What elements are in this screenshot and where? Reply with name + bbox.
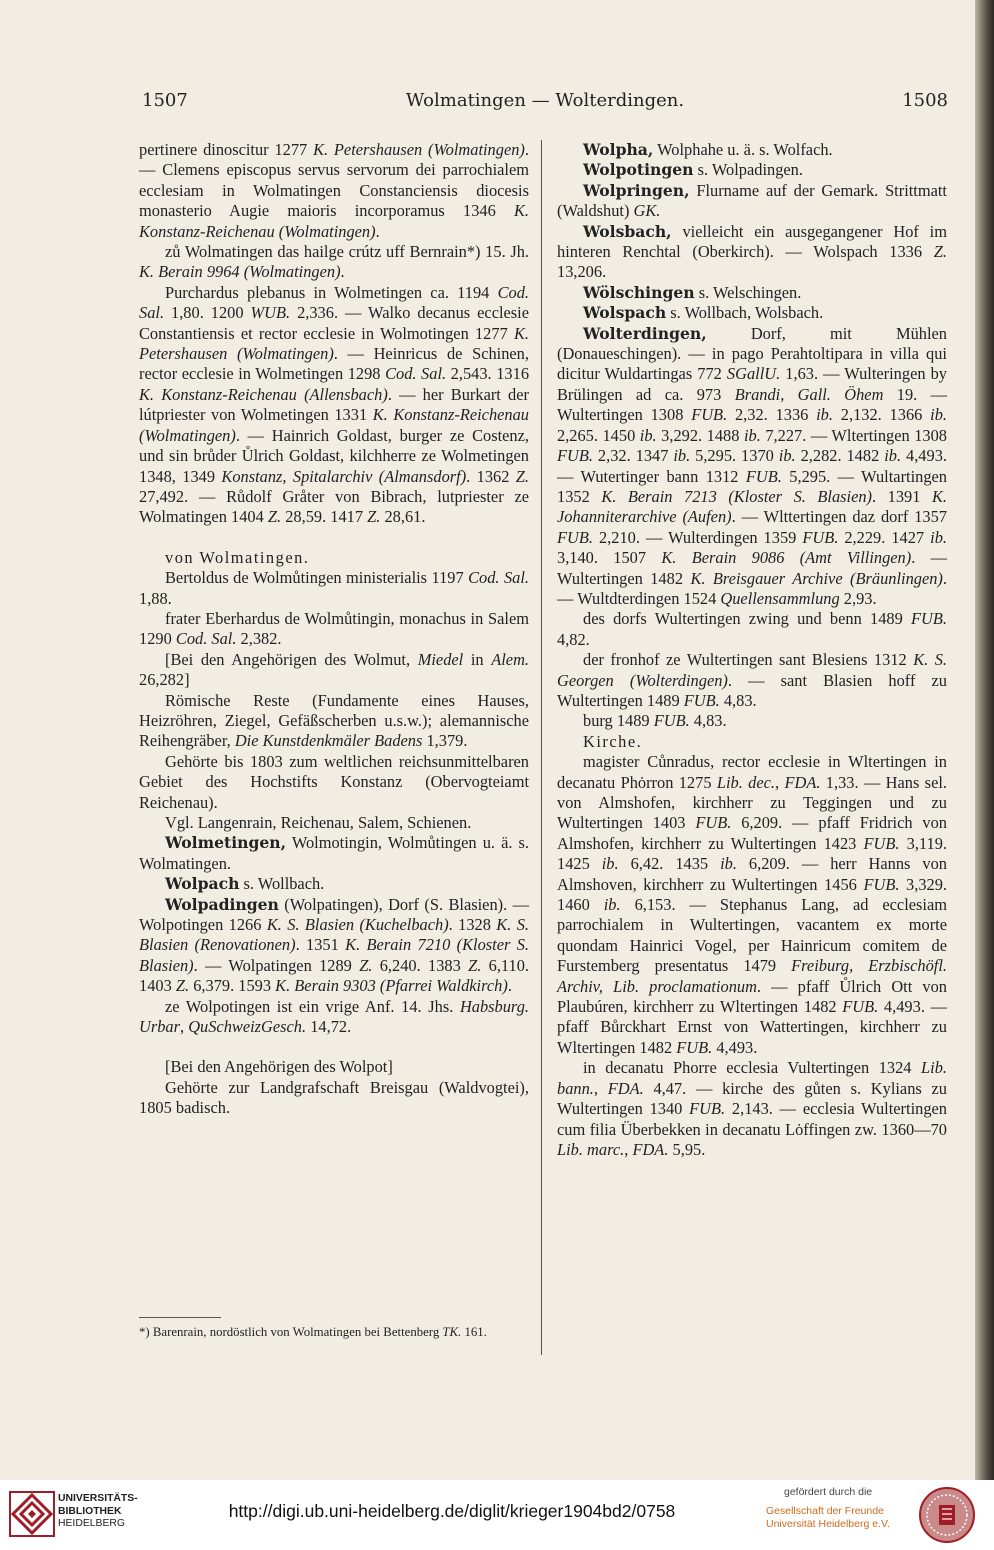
book-spine-shadow <box>975 0 994 1480</box>
library-name-line: UNIVERSITÄTS- <box>58 1493 138 1504</box>
running-header <box>142 90 948 116</box>
sponsor-credit <box>756 1486 901 1531</box>
entry-paragraph: in decanatu Phorre ecclesia Vultertingen 1324 Lib. bann., FDA. 4,47. — kirche des gůten s. Kylians zu Wultertingen 1340 FUB. 2,143. — ecclesia Wultertingen cum filia Überbekken in decanatu Lȯffingen zw. 1360—70 Lib. marc., FDA. 5,95. <box>557 1058 947 1159</box>
entry-paragraph: Purchardus plebanus in Wolmetingen ca. 1194 Cod. Sal. 1,80. 1200 WUB. 2,336. — Walko decanus ecclesie Constantiensis et rector ecclesie in Wolmotingen 1277 K. Petershausen (Wolmatingen). — Heinricus de Schinen, rector ecclesie in Wolmetingen 1298 Cod. Sal. 2,543. 1316 K. Konstanz-Reichenau (Allensbach). — her Burkart der lútpriester von Wolmetingen 1331 K. Konstanz-Reichenau (Wolmatingen). — Hainrich Goldast, burger ze Costenz, und sin brůder Ůlrich Goldast, kilchherre ze Wolmetingen 1348, 1349 Konstanz, Spitalarchiv (Almansdorf). 1362 Z. 27,492. — Růdolf Gråter von Bibrach, lutpriester ze Wolmatingen 1404 Z. 28,59. 1417 Z. 28,61. <box>139 282 530 527</box>
university-library-logo-icon <box>9 1491 55 1537</box>
headword-entry: Wolmetingen, Wolmotingin, Wolmůtingen u. ä. s. Wolmatingen. <box>139 833 529 873</box>
running-title: Wolmatingen — Wolterdingen. <box>405 90 685 111</box>
headword-entry: Wolpach s. Wollbach. <box>165 874 325 894</box>
entry-paragraph: Römische Reste (Fundamente eines Hauses, Heizröhren, Ziegel, Gefäßscherben u.s.w.); alemannische Reihengräber, Die Kunstdenkmäler Badens 1,379. <box>139 690 529 751</box>
section-heading: von Wolmatingen. <box>165 547 310 567</box>
entry-paragraph: [Bei den Angehörigen des Wolmut, Miedel in Alem. 26,282] <box>139 649 530 690</box>
entry-paragraph: ze Wolpotingen ist ein vrige Anf. 14. Jhs. Habsburg. Urbar, QuSchweizGesch. 14,72. <box>139 996 529 1037</box>
permalink-url[interactable]: http://digi.ub.uni-heidelberg.de/diglit/krieger1904bd2/0758 <box>228 1501 676 1521</box>
digitization-footer <box>0 1480 994 1550</box>
headword-entry: Wolterdingen, Dorf, mit Mühlen (Donaueschingen). — in pago Perahtoltipara in villa qui dicitur Wuldartingas 772 SGallU. 1,63. — Wulteringen by Brülingen ad ca. 973 Brandi, Gall. Öhem 19. — Wultertingen 1308 FUB. 2,32. 1336 ib. 2,132. 1366 ib. 2,265. 1450 ib. 3,292. 1488 ib. 7,227. — Wltertingen 1308 FUB. 2,32. 1347 ib. 5,295. 1370 ib. 2,282. 1482 ib. 4,493. — Wutertinger bann 1312 FUB. 5,295. — Wultartingen 1352 K. Berain 7213 (Kloster S. Blasien). 1391 K. Johanniterarchive (Aufen). — Wlttertingen daz dorf 1357 FUB. 2,210. — Wulterdingen 1359 FUB. 2,229. 1427 ib. 3,140. 1507 K. Berain 9086 (Amt Villingen). — Wultertingen 1482 K. Breisgauer Archive (Bräunlingen). — Wultdterdingen 1524 Quellensammlung 2,93. <box>557 323 948 608</box>
headword-entry: Wolpringen, Flurname auf der Gemark. Strittmatt (Waldshut) GK. <box>557 180 947 221</box>
page-number-right: 1508 <box>902 90 948 111</box>
headword-entry: Wolpotingen s. Wolpadingen. <box>583 160 803 180</box>
entry-paragraph: Vgl. Langenrain, Reichenau, Salem, Schienen. <box>165 813 472 832</box>
footnote: *) Barenrain, nordöstlich von Wolmatingen bei Bettenberg TK. 161. <box>139 1325 487 1339</box>
left-column <box>139 140 529 1119</box>
library-name-line: HEIDELBERG <box>58 1518 125 1529</box>
headword-entry: Wölschingen s. Welschingen. <box>583 282 802 302</box>
page-number-left: 1507 <box>142 90 188 111</box>
column-divider <box>541 140 542 1355</box>
entry-paragraph: der fronhof ze Wultertingen sant Blesiens 1312 K. S. Georgen (Wolterdingen). — sant Blasien hoff zu Wultertingen 1489 FUB. 4,83. <box>557 650 947 710</box>
headword-entry: Wolsbach, vielleicht ein ausgegangener Hof im hinteren Renchtal (Oberkirch). — Wolspach 1336 Z. 13,206. <box>557 221 947 282</box>
entry-paragraph: des dorfs Wultertingen zwing und benn 1489 FUB. 4,82. <box>557 609 947 649</box>
right-column <box>557 140 947 1160</box>
entry-paragraph: Gehörte bis 1803 zum weltlichen reichsunmittelbaren Gebiet des Hochstifts Konstanz (Obervogteiamt Reichenau). <box>139 751 529 812</box>
sponsor-line: Universität Heidelberg e.V. <box>766 1518 890 1530</box>
sponsor-line: gefördert durch die <box>784 1486 873 1498</box>
entry-paragraph: [Bei den Angehörigen des Wolpot] <box>165 1057 393 1077</box>
entry-paragraph: Gehörte zur Landgrafschaft Breisgau (Waldvogtei), 1805 badisch. <box>139 1077 529 1118</box>
section-heading: Kirche. <box>583 731 643 751</box>
entry-paragraph: magister Cůnradus, rector ecclesie in Wltertingen in decanatu Phȯrron 1275 Lib. dec., FDA. 1,33. — Hans sel. von Almshofen, kirchherr zu Teggingen und zu Wultertingen 1403 FUB. 6,209. — pfaff Fridrich von Almshofen, kirchherr zu Wultertingen 1423 FUB. 3,119. 1425 ib. 6,42. 1435 ib. 6,209. — herr Hanns von Almshoven, kirchherr zu Wultertingen 1456 FUB. 3,329. 1460 ib. 6,153. — Stephanus Lang, ad ecclesiam parrochialem in Wultertingen, vacantem ex morte quondam Hainrici Vogel, per Hainricum comitem de Furstemberg presentatus 1479 Freiburg, Erzbischöfl. Archiv, Lib. proclamationum. — pfaff Ůlrich Ott von Plaubúren, kirchherr zu Wltertingen 1482 FUB. 4,493. — pfaff Bůrckhart Ernst von Wattertingen, kirchherr zu Wltertingen 1482 FUB. 4,493. <box>557 752 948 1057</box>
entry-paragraph: zů Wolmatingen das hailge crútz uff Bernrain*) 15. Jh. K. Berain 9964 (Wolmatingen). <box>139 242 529 282</box>
headword-entry: Wolpadingen (Wolpatingen), Dorf (S. Blasien). — Wolpotingen 1266 K. S. Blasien (Kuchelbach). 1328 K. S. Blasien (Renovationen). 1351 K. Berain 7210 (Kloster S. Blasien). — Wolpatingen 1289 Z. 6,240. 1383 Z. 6,110. 1403 Z. 6,379. 1593 K. Berain 9303 (Pfarrei Waldkirch). <box>139 894 530 996</box>
university-seal-icon <box>918 1486 976 1544</box>
footnote-rule <box>139 1317 221 1318</box>
entry-paragraph: Bertoldus de Wolmůtingen ministerialis 1197 Cod. Sal. 1,88. <box>139 568 529 608</box>
library-name-line: BIBLIOTHEK <box>58 1505 122 1517</box>
library-name <box>58 1493 138 1531</box>
headword-entry: Wolspach s. Wollbach, Wolsbach. <box>583 303 824 323</box>
sponsor-line: Gesellschaft der Freunde <box>766 1505 884 1517</box>
entry-paragraph: frater Eberhardus de Wolmůtingin, monachus in Salem 1290 Cod. Sal. 2,382. <box>139 608 529 649</box>
entry-paragraph: pertinere dinoscitur 1277 K. Petershausen (Wolmatingen). — Clemens episcopus servus servorum dei parrochialem ecclesiam in Wolmatingen Constanciensis diocesis monasterio Augie maioris incorporamus 1346 K. Konstanz-Reichenau (Wolmatingen). <box>139 140 529 241</box>
entry-paragraph: burg 1489 FUB. 4,83. <box>583 711 727 731</box>
headword-entry: Wolpha, Wolphahe u. ä. s. Wolfach. <box>583 140 833 159</box>
